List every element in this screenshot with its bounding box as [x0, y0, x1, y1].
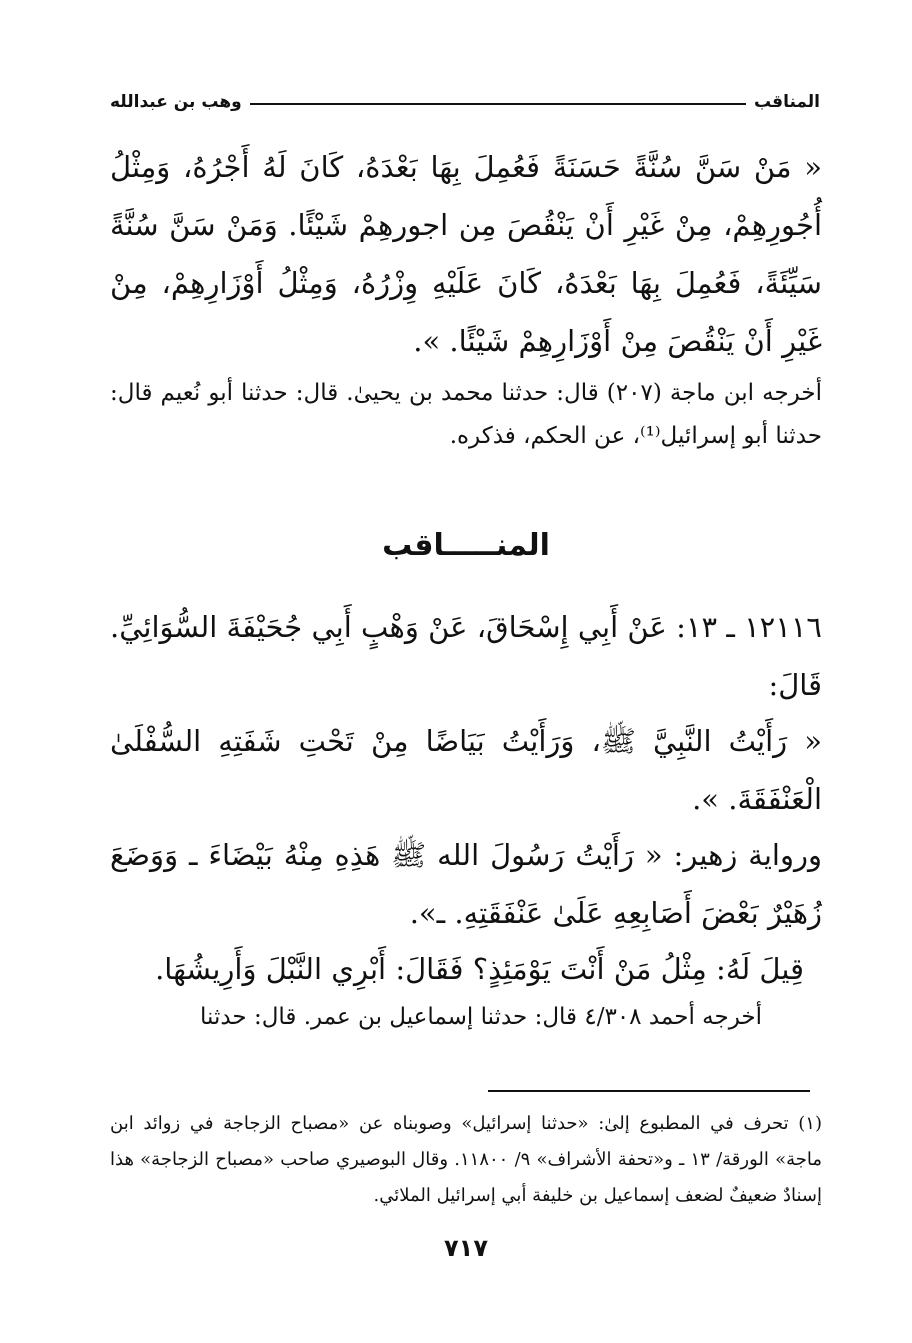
page-number: ٧١٧	[444, 1234, 488, 1262]
footnote-separator	[488, 1090, 810, 1092]
header-narrator-name: وهب بن عبدالله	[110, 92, 242, 112]
header-chapter-title: المناقب	[753, 92, 820, 112]
hadith-text-2: « رَأَيْتُ النَّبِيَّ ﷺ، وَرَأَيْتُ بَيَاضًا مِنْ تَحْتِ شَفَتِهِ السُّفْلَىٰ الْعَنْفَقَةَ. ».	[110, 724, 822, 816]
question-answer-line: قِيلَ لَهُ: مِثْلُ مَنْ أَنْتَ يَوْمَئِذٍ؟ فَقَالَ: أَبْرِي النَّبْلَ وَأَرِيشُهَا.	[155, 952, 804, 986]
hadith-number-line: ١٢١١٦ ـ ١٣: عَنْ أَبِي إِسْحَاقَ، عَنْ وَهْبٍ أَبِي جُحَيْفَةَ السُّوَائِيِّ. قَالَ:	[110, 610, 822, 702]
takhrij-paragraph-1: أخرجه ابن ماجة (٢٠٧) قال: حدثنا محمد بن يحيىٰ. قال: حدثنا أبو نُعيم قال: حدثنا أبو إسرائيل⁽¹⁾، عن الحكم، فذكره.	[110, 380, 822, 449]
takhrij-paragraph-2: أخرجه أحمد ٤/٣٠٨ قال: حدثنا إسماعيل بن عمر. قال: حدثنا	[200, 1004, 762, 1030]
section-title	[110, 528, 822, 563]
header-rule	[250, 103, 746, 105]
footnote-1: (١) تحرف في المطبوع إلىٰ: «حدثنا إسرائيل» وصوبناه عن «مصباح الزجاجة في زوائد ابن ماجة» الورقة/ ١٣ ـ و«تحفة الأشراف» ٩/ ١١٨٠٠. وقال البوصيري صاحب «مصباح الزجاجة» هذا إسنادٌ ضعيفٌ لضعف إسماعيل بن خليفة أبي إسرائيل الملائي.	[110, 1113, 823, 1206]
running-header	[110, 82, 820, 112]
hadith-text-1: « مَنْ سَنَّ سُنَّةً حَسَنَةً فَعُمِلَ بِهَا بَعْدَهُ، كَانَ لَهُ أَجْرُهُ، وَمِثْلُ أُجُورِهِمْ، مِنْ غَيْرِ أَنْ يَنْقُصَ مِن اجورهِمْ شَيْئًا. وَمَنْ سَنَّ سُنَّةً سَيِّئَةً، فَعُمِلَ بِهَا بَعْدَهُ، كَانَ عَلَيْهِ وِزْرُهُ، وَمِثْلُ أَوْزَارِهِمْ، مِنْ غَيْرِ أَنْ يَنْقُصَ مِنْ أَوْزَارِهِمْ شَيْئًا. ».	[110, 150, 822, 358]
zuhair-narration: ورواية زهير: « رَأَيْتُ رَسُولَ الله ﷺ هَذِهِ مِنْهُ بَيْضَاءَ ـ وَوَضَعَ زُهَيْرٌ بَعْضَ أَصَابِعِهِ عَلَىٰ عَنْفَقَتِهِ. ـ».	[110, 838, 822, 930]
section-title-text: المنـــــاقب	[382, 528, 550, 563]
